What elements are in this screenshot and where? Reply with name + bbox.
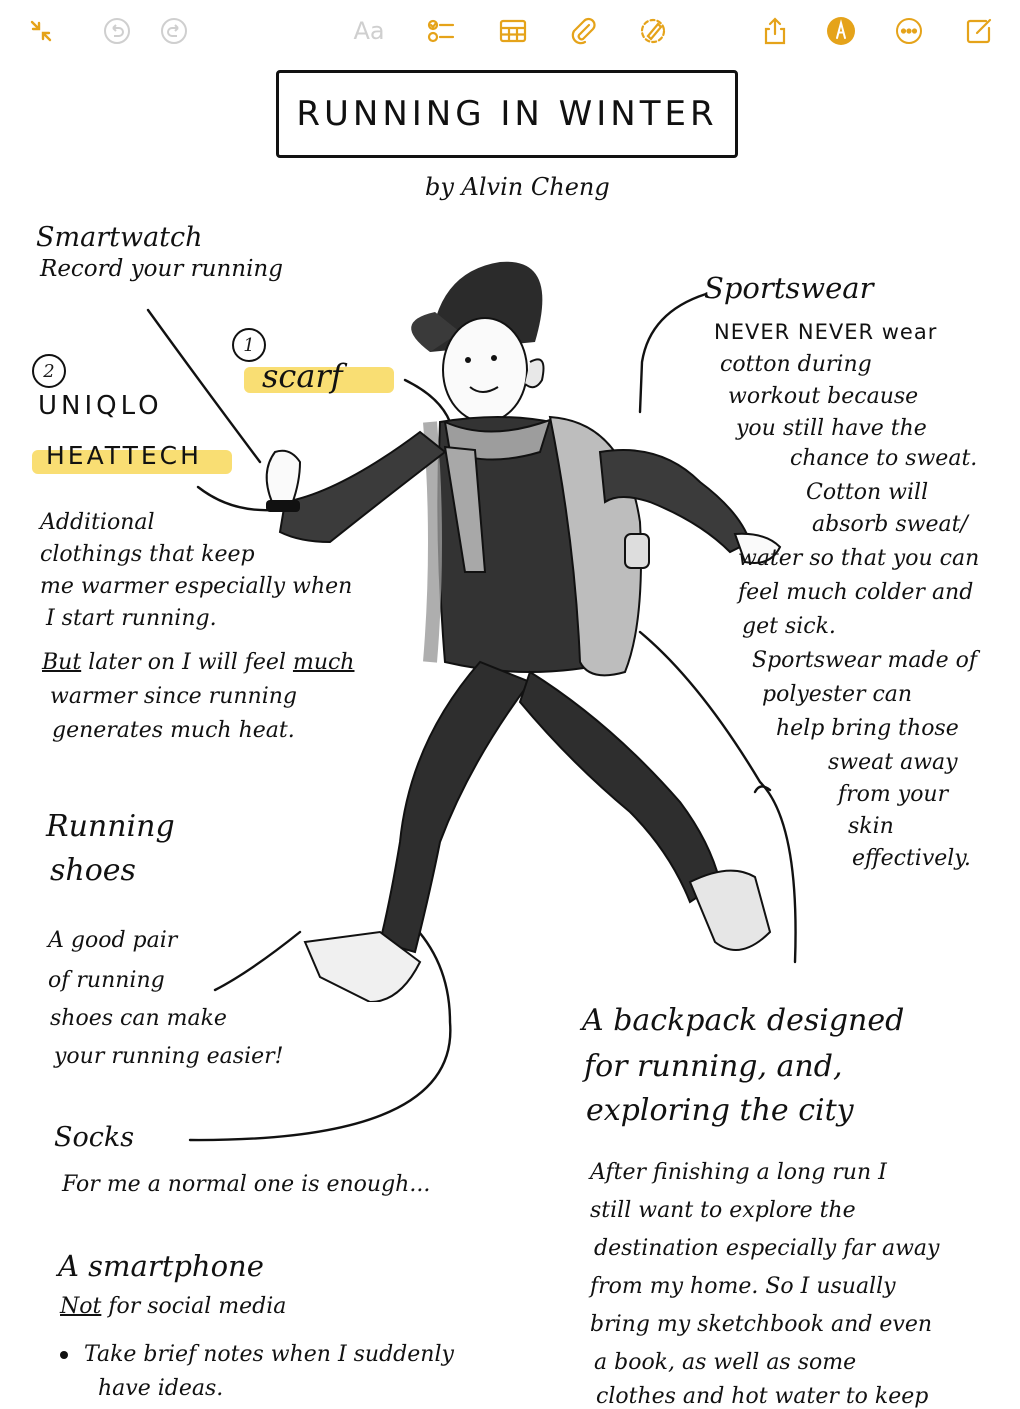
shoes-line-1: A good pair xyxy=(48,928,178,953)
checklist-icon[interactable] xyxy=(422,12,460,50)
smartwatch-heading: Smartwatch xyxy=(36,222,203,253)
much-word: much xyxy=(292,650,355,675)
format-button[interactable] xyxy=(346,12,392,50)
not-word: Not xyxy=(60,1294,102,1319)
backpack-line-2: still want to explore the xyxy=(590,1198,856,1223)
later-line-2: warmer since running xyxy=(50,684,297,709)
additional-line-4: I start running. xyxy=(46,606,217,631)
shoes-heading-2: shoes xyxy=(50,853,136,888)
shoes-line-3: shoes can make xyxy=(50,1006,227,1031)
additional-line-3: me warmer especially when xyxy=(40,574,353,599)
backpack-heading-3: exploring the city xyxy=(586,1093,854,1128)
bullet-dot xyxy=(60,1351,68,1359)
sportswear-line-8: water so that you can xyxy=(738,546,980,571)
additional-line-1: Additional xyxy=(40,510,155,535)
sportswear-line-11: Sportswear made of xyxy=(752,648,977,673)
sportswear-line-15: from your xyxy=(838,782,949,807)
smartphone-bullet-2: have ideas. xyxy=(98,1376,224,1401)
smartphone-bullet-text: Take brief notes when I suddenly xyxy=(84,1342,454,1367)
shoes-heading-1: Running xyxy=(46,809,175,844)
sportswear-line-1: NEVER NEVER wear xyxy=(714,320,938,344)
backpack-heading-1: A backpack designed xyxy=(582,1003,905,1038)
runner-illustration xyxy=(230,242,790,1002)
compose-icon[interactable] xyxy=(960,12,998,50)
undo-icon[interactable] xyxy=(98,12,136,50)
backpack-heading-2: for running, and, xyxy=(584,1049,843,1084)
note-title: RUNNING IN WINTER xyxy=(296,94,718,134)
smartwatch-sub: Record your running xyxy=(40,256,283,282)
shoes-line-4: your running easier! xyxy=(54,1044,284,1069)
uniqlo-label: UNIQLO xyxy=(38,391,163,421)
collapse-icon[interactable] xyxy=(22,12,60,50)
sportswear-line-17: effectively. xyxy=(852,846,971,871)
later-line-1 xyxy=(42,650,354,675)
byline: by Alvin Cheng xyxy=(425,173,610,201)
socks-heading: Socks xyxy=(54,1122,135,1153)
markup-pen-icon[interactable] xyxy=(634,12,672,50)
format-label: Aa xyxy=(353,17,385,45)
sportswear-line-13: help bring those xyxy=(776,716,959,741)
later-line-3: generates much heat. xyxy=(52,718,295,743)
socks-text: For me a normal one is enough... xyxy=(62,1172,431,1197)
shoes-line-2: of running xyxy=(48,968,165,993)
sportswear-line-4: you still have the xyxy=(736,416,927,441)
sportswear-heading: Sportswear xyxy=(704,271,874,305)
sportswear-line-12: polyester can xyxy=(762,682,913,707)
smartphone-heading: A smartphone xyxy=(58,1249,264,1283)
backpack-line-3: destination especially far away xyxy=(594,1236,940,1261)
backpack-line-1: After finishing a long run I xyxy=(590,1160,887,1185)
backpack-line-6: a book, as well as some xyxy=(594,1350,857,1375)
backpack-line-5: bring my sketchbook and even xyxy=(590,1312,933,1337)
smartphone-sub-rest: for social media xyxy=(108,1294,287,1319)
title-box xyxy=(276,70,738,158)
backpack-line-7: clothes and hot water to keep xyxy=(596,1384,929,1409)
paperclip-icon[interactable] xyxy=(564,12,602,50)
sportswear-line-9: feel much colder and xyxy=(738,580,974,605)
note-canvas[interactable] xyxy=(0,62,1020,1409)
smartphone-sub xyxy=(60,1294,286,1319)
sportswear-line-3: workout because xyxy=(728,384,919,409)
smartphone-bullet xyxy=(60,1342,454,1367)
redo-icon[interactable] xyxy=(155,12,193,50)
backpack-line-4: from my home. So I usually xyxy=(590,1274,896,1299)
pencil-icon[interactable] xyxy=(822,12,860,50)
table-icon[interactable] xyxy=(494,12,532,50)
number-one-label: 1 xyxy=(243,334,255,356)
sportswear-line-5: chance to sweat. xyxy=(790,446,978,471)
share-icon[interactable] xyxy=(756,12,794,50)
later-mid: later on I will feel xyxy=(88,650,286,675)
sportswear-line-2: cotton during xyxy=(720,352,872,377)
sportswear-line-14: sweat away xyxy=(828,750,958,775)
more-icon[interactable] xyxy=(890,12,928,50)
number-two-label: 2 xyxy=(43,360,55,382)
sportswear-line-7: absorb sweat/ xyxy=(812,512,968,537)
sportswear-line-10: get sick. xyxy=(742,614,836,639)
number-two-badge xyxy=(32,354,66,388)
heattech-label: HEATTECH xyxy=(46,441,202,470)
additional-line-2: clothings that keep xyxy=(40,542,255,567)
number-one-badge xyxy=(232,328,266,362)
scarf-label: scarf xyxy=(262,357,343,395)
but-word: But xyxy=(42,650,82,675)
toolbar xyxy=(0,0,1020,62)
sportswear-line-6: Cotton will xyxy=(806,480,929,505)
sportswear-line-16: skin xyxy=(848,814,894,839)
